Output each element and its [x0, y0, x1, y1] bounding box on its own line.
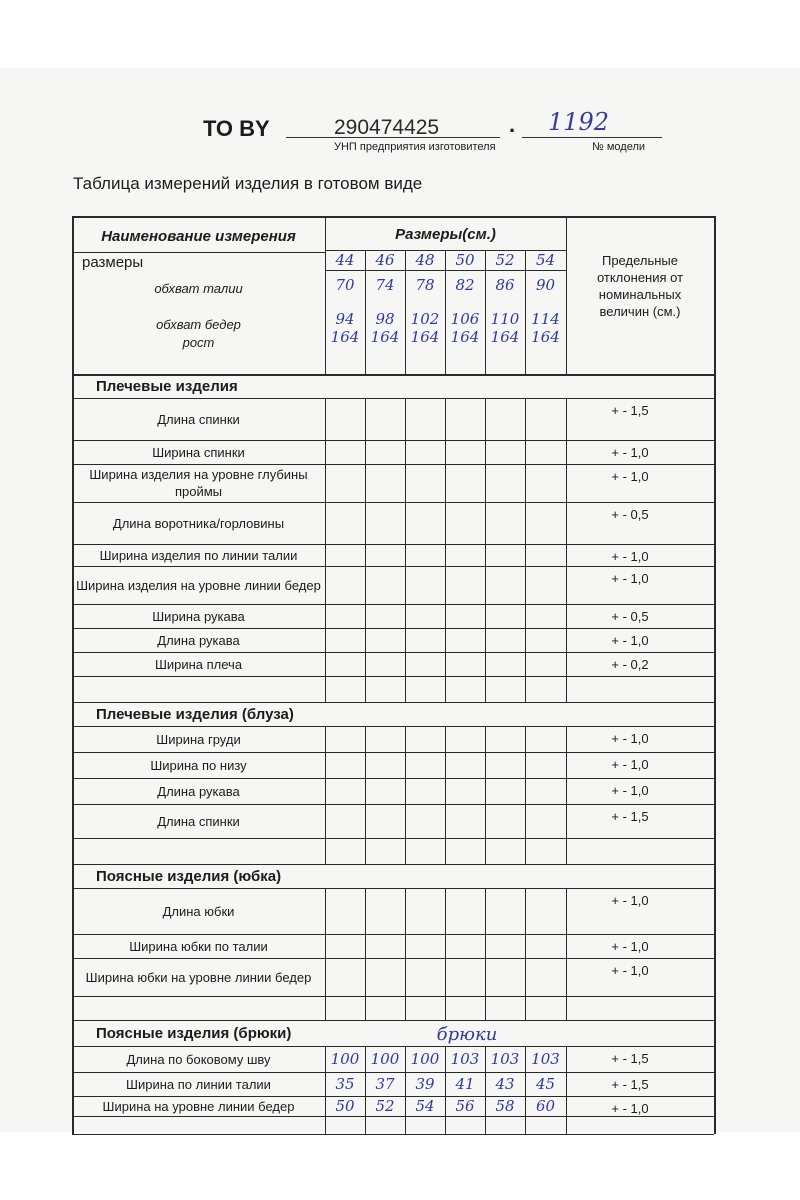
table-right-border: [714, 216, 716, 1134]
size-column-divider: [525, 888, 526, 1020]
deviation-column-border: [566, 1046, 567, 1134]
name-column-header: Наименование измерения: [101, 227, 296, 245]
deviation-value: + - 1,0: [611, 730, 649, 746]
deviation-value: + - 1,0: [611, 756, 649, 772]
size-value: 44: [335, 250, 355, 269]
row-divider: [72, 838, 714, 839]
header-dot: .: [509, 112, 516, 137]
measurement-name: Ширина спинки: [152, 444, 245, 460]
sizes-label: размеры: [82, 253, 144, 271]
model-caption: № модели: [592, 141, 646, 153]
measurement-value: 103: [450, 1049, 480, 1068]
unp-value: 290474425: [334, 116, 440, 139]
size-value: 48: [415, 250, 435, 269]
size-row-divider: [325, 270, 566, 271]
deviation-value: + - 1,0: [611, 782, 649, 798]
section-title: Плечевые изделия (блуза): [96, 705, 294, 723]
measurement-name: Длина спинки: [157, 411, 240, 427]
size-column-divider: [405, 888, 406, 1020]
hips-value: 114: [531, 309, 560, 328]
size-column-divider: [485, 726, 486, 864]
measurement-name: Ширина груди: [156, 731, 241, 747]
deviation-value: + - 1,0: [611, 570, 649, 586]
hips-value: 106: [450, 309, 480, 328]
measurement-name: Ширина юбки по талии: [129, 938, 268, 954]
size-column-divider: [365, 398, 366, 702]
size-column-divider: [445, 398, 446, 702]
waist-value: 86: [495, 275, 515, 294]
measurement-value: 41: [455, 1074, 475, 1093]
hips-value: 102: [410, 309, 440, 328]
measurement-value: 100: [370, 1049, 400, 1068]
height-value: 164: [410, 327, 440, 346]
measurement-value: 103: [531, 1049, 560, 1068]
table-title: Таблица измерений изделия в готовом виде: [73, 174, 423, 193]
deviation-value: + - 1,0: [611, 962, 649, 978]
deviation-column-border: [566, 726, 567, 864]
height-value: 164: [450, 327, 480, 346]
measurement-name: Ширина юбки на уровне линии бедер: [85, 969, 312, 985]
deviation-value: + - 1,5: [611, 1076, 649, 1092]
size-value: 54: [535, 250, 556, 269]
measurement-name: Ширина изделия по линии талии: [99, 547, 298, 563]
trousers-handwritten-note: брюки: [436, 1023, 498, 1045]
size-value: 50: [455, 250, 475, 269]
size-column-divider: [365, 726, 366, 864]
deviation-value: + - 1,0: [611, 1100, 649, 1116]
sizes-column-header: Размеры(см.): [395, 225, 496, 243]
hips-value: 94: [335, 309, 355, 328]
measurement-name: Ширина рукава: [152, 608, 245, 624]
measurement-name: Ширина изделия на уровне линии бедер: [76, 577, 321, 593]
size-column-divider: [405, 398, 406, 702]
height-value: 164: [370, 327, 400, 346]
deviation-value: + - 1,0: [611, 444, 649, 460]
size-column-divider: [485, 398, 486, 702]
section-bottom-border: [72, 1134, 714, 1135]
size-column-divider: [445, 888, 446, 1020]
deviation-value: + - 1,0: [611, 548, 649, 564]
name-column-border: [325, 398, 326, 702]
measurement-value: 35: [335, 1074, 355, 1093]
measurement-value: 45: [535, 1074, 556, 1093]
to-label: ТО BY: [203, 116, 270, 141]
measurement-value: 56: [455, 1096, 475, 1115]
deviation-value: + - 1,5: [611, 808, 649, 824]
waist-value: 90: [535, 275, 556, 294]
row-divider: [72, 676, 714, 677]
model-number: 1192: [548, 108, 610, 136]
size-column-divider: [485, 888, 486, 1020]
measurement-name: Ширина плеча: [154, 656, 243, 672]
size-value: 52: [495, 250, 515, 269]
size-column-divider: [445, 726, 446, 864]
row-divider: [72, 996, 714, 997]
section-title: Плечевые изделия: [96, 377, 238, 395]
hips-value: 110: [490, 309, 520, 328]
waist-label: обхват талии: [154, 280, 243, 296]
deviation-value: + - 1,5: [611, 402, 649, 418]
section-title: Поясные изделия (брюки): [96, 1024, 292, 1042]
deviation-column-header: Предельные отклонения от номинальных величин (см.): [596, 253, 684, 319]
name-column-border: [325, 726, 326, 864]
deviation-value: + - 1,0: [611, 938, 649, 954]
measurement-value: 100: [330, 1049, 360, 1068]
measurement-name: Длина рукава: [157, 783, 240, 799]
unp-caption: УНП предприятия изготовителя: [334, 141, 496, 153]
measurement-value: 60: [535, 1096, 556, 1115]
measurement-name: Ширина изделия на уровне глубины проймы: [89, 467, 308, 499]
measurement-value: 37: [375, 1074, 395, 1093]
measurement-name: Длина по боковому шву: [126, 1051, 271, 1067]
height-value: 164: [531, 327, 560, 346]
sizes-column-border: [566, 216, 567, 374]
deviation-value: + - 0,2: [611, 656, 649, 672]
height-label: рост: [182, 334, 215, 350]
size-column-divider: [365, 888, 366, 1020]
waist-value: 82: [455, 275, 475, 294]
deviation-column-border: [566, 888, 567, 1020]
size-value: 46: [375, 250, 395, 269]
name-column-border: [325, 888, 326, 1020]
section-title: Поясные изделия (юбка): [96, 867, 282, 885]
measurement-value: 58: [495, 1096, 515, 1115]
hips-label: обхват бедер: [156, 316, 241, 332]
measurement-value: 43: [495, 1074, 515, 1093]
size-column-divider: [525, 726, 526, 864]
measurement-name: Ширина по низу: [150, 757, 247, 773]
size-column-divider: [405, 726, 406, 864]
measurement-value: 54: [415, 1096, 435, 1115]
hips-value: 98: [375, 309, 395, 328]
measurement-value: 100: [410, 1049, 440, 1068]
deviation-value: + - 1,0: [611, 632, 649, 648]
measurement-value: 103: [490, 1049, 520, 1068]
measurement-value: 52: [375, 1096, 395, 1115]
height-value: 164: [330, 327, 360, 346]
waist-value: 74: [375, 275, 395, 294]
deviation-value: + - 1,5: [611, 1050, 649, 1066]
height-value: 164: [490, 327, 520, 346]
measurement-value: 39: [415, 1074, 435, 1093]
waist-value: 78: [415, 275, 435, 294]
measurement-value: 50: [335, 1096, 355, 1115]
measurement-name: Длина рукава: [157, 632, 240, 648]
deviation-value: + - 1,0: [611, 892, 649, 908]
measurement-name: Длина юбки: [162, 903, 235, 919]
deviation-value: + - 0,5: [611, 506, 649, 522]
deviation-value: + - 0,5: [611, 608, 649, 624]
waist-value: 70: [335, 275, 355, 294]
deviation-value: + - 1,0: [611, 468, 649, 484]
measurement-name: Ширина по линии талии: [126, 1076, 271, 1092]
deviation-column-border: [566, 398, 567, 702]
measurement-name: Ширина на уровне линии бедер: [102, 1098, 295, 1114]
measurement-name: Длина воротника/горловины: [112, 515, 285, 531]
size-column-divider: [525, 398, 526, 702]
measurement-name: Длина спинки: [157, 813, 240, 829]
